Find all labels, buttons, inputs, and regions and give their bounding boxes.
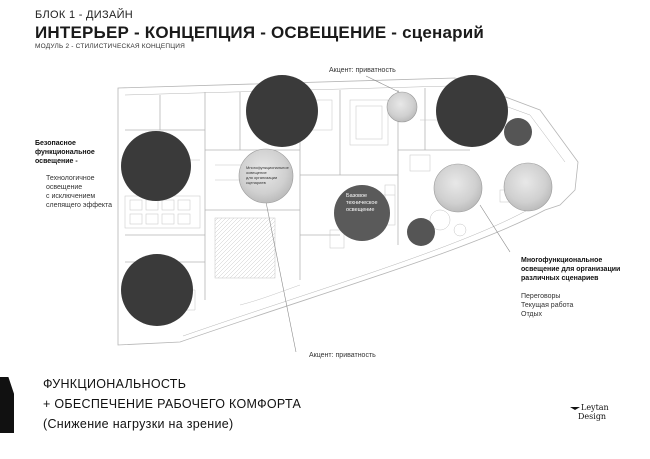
block-label: БЛОК 1 - ДИЗАЙН xyxy=(35,9,134,21)
light-circle-accent-top xyxy=(387,92,417,122)
small-dark-circle-right xyxy=(504,118,532,146)
multi-lighting-scenarios: Переговоры Текущая работа Отдых xyxy=(521,293,574,318)
safe-lighting-description: Технологичное освещение с исключением слепящего эффекта xyxy=(46,175,113,209)
dark-circle-top-right xyxy=(436,75,508,147)
dark-circle-bottom-left xyxy=(121,254,193,326)
company-logo xyxy=(570,404,610,426)
footer-line-2: + ОБЕСПЕЧЕНИЕ РАБОЧЕГО КОМФОРТА xyxy=(43,397,302,411)
accent-top-label: Акцент: приватность xyxy=(329,67,396,74)
dark-circle-left xyxy=(121,131,191,201)
module-label: МОДУЛЬ 2 - СТИЛИСТИЧЕСКАЯ КОНЦЕПЦИЯ xyxy=(35,43,186,50)
safe-lighting-title: Безопасное функциональное освещение - xyxy=(35,140,95,165)
logo-text-line-1: Leytan xyxy=(581,403,609,412)
footer-line-1: ФУНКЦИОНАЛЬНОСТЬ xyxy=(43,377,187,391)
light-circle-right-1 xyxy=(434,164,482,212)
footer-line-3: (Снижение нагрузки на зрение) xyxy=(43,417,234,431)
logo-text-line-2: Design xyxy=(578,412,607,421)
center-circle-label: Многофункциональное освещение для организации сценариев xyxy=(246,165,289,185)
small-dark-circle-center xyxy=(407,218,435,246)
base-circle-label: Базовое техническое освещение xyxy=(346,193,378,213)
dark-circle-top-left xyxy=(246,75,318,147)
light-circle-right-2 xyxy=(504,163,552,211)
page-title: ИНТЕРЬЕР - КОНЦЕПЦИЯ - ОСВЕЩЕНИЕ - сценарий xyxy=(35,23,485,42)
multi-lighting-title: Многофункциональное освещение для организации различных сценариев xyxy=(521,257,621,282)
accent-bottom-label: Акцент: приватность xyxy=(309,352,376,359)
